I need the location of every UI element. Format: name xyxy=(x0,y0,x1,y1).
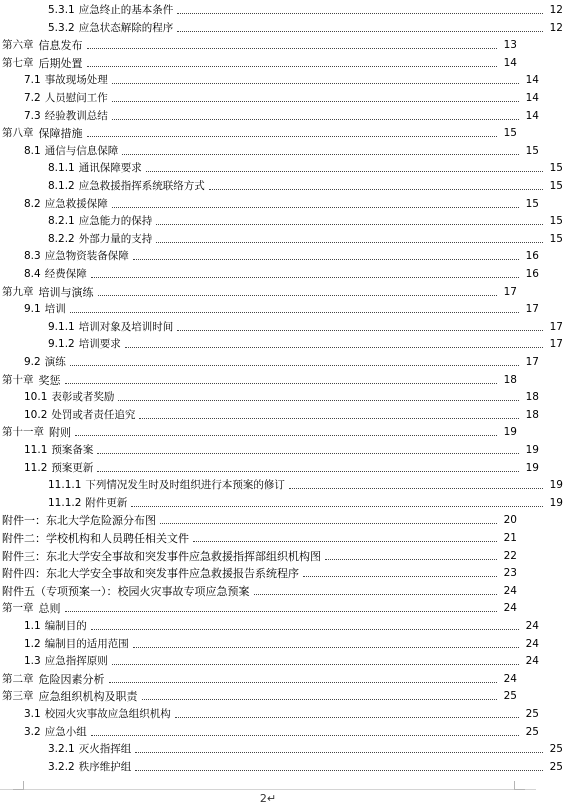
toc-entry-page: 12 xyxy=(549,21,563,34)
toc-dot-leader xyxy=(87,48,498,49)
toc-entry-title: 附件一：东北大学危险源分布图 xyxy=(2,514,156,528)
toc-entry-title: 外部力量的支持 xyxy=(78,232,153,245)
toc-entry[interactable] xyxy=(0,387,560,404)
toc-entry-page: 12 xyxy=(549,4,563,16)
toc-entry-number: 7.3 xyxy=(24,109,41,122)
toc-entry-page: 15 xyxy=(549,232,563,245)
toc-dot-leader xyxy=(75,435,497,436)
toc-entry[interactable] xyxy=(0,475,584,492)
toc-entry-title: 编制目的适用范围 xyxy=(44,637,129,650)
toc-entry-number: 3.2.1 xyxy=(48,743,75,756)
toc-entry-page: 24 xyxy=(525,620,539,632)
toc-entry-title: 通讯保障要求 xyxy=(78,162,142,175)
toc-entry-number: 10.1 xyxy=(24,391,48,404)
toc-entry[interactable] xyxy=(0,123,538,140)
toc-dot-leader xyxy=(70,365,519,366)
toc-entry[interactable] xyxy=(0,264,560,281)
toc-entry-number: 5.3.1 xyxy=(48,4,75,16)
toc-dot-leader xyxy=(87,66,498,67)
toc-entry-page: 16 xyxy=(525,250,539,263)
toc-dot-leader xyxy=(177,13,543,14)
toc-entry-page: 14 xyxy=(525,109,539,122)
toc-entry-number: 8.2.1 xyxy=(48,215,75,228)
toc-entry[interactable] xyxy=(0,440,560,457)
toc-entry[interactable] xyxy=(0,405,560,422)
toc-dot-leader xyxy=(289,488,543,489)
toc-entry[interactable] xyxy=(0,211,584,228)
toc-entry-page: 24 xyxy=(525,655,539,668)
toc-dot-leader xyxy=(112,664,519,665)
toc-dot-leader xyxy=(112,83,519,84)
toc-entry-title: 危险因素分析 xyxy=(38,672,105,686)
toc-entry[interactable] xyxy=(0,528,538,545)
toc-entry-page: 19 xyxy=(525,444,539,456)
toc-entry-page: 18 xyxy=(525,391,539,404)
toc-entry-number: 1.2 xyxy=(24,637,41,650)
toc-dot-leader xyxy=(97,453,519,454)
toc-dot-leader xyxy=(193,541,497,542)
toc-entry-page: 15 xyxy=(549,162,563,175)
toc-dot-leader xyxy=(142,699,498,700)
toc-entry[interactable] xyxy=(0,299,560,316)
toc-entry-page: 21 xyxy=(503,532,517,544)
toc-entry-page: 15 xyxy=(525,197,539,210)
toc-dot-leader xyxy=(135,770,543,771)
toc-entry[interactable] xyxy=(0,0,584,17)
toc-dot-leader xyxy=(70,312,519,313)
toc-entry-title: 应急状态解除的程序 xyxy=(78,21,174,34)
toc-entry[interactable] xyxy=(0,616,560,633)
toc-entry-title: 应急小组 xyxy=(44,725,87,738)
toc-entry[interactable] xyxy=(0,458,560,475)
toc-entry-page: 18 xyxy=(503,373,517,386)
toc-entry-number: 7.2 xyxy=(24,92,41,104)
toc-dot-leader xyxy=(91,629,519,630)
toc-entry-page: 14 xyxy=(525,92,539,104)
toc-entry[interactable] xyxy=(0,194,560,211)
toc-entry-page: 17 xyxy=(549,320,563,333)
toc-entry-title: 校园火灾事故应急组织机构 xyxy=(44,708,171,720)
page-number: 2↵ xyxy=(259,792,277,805)
toc-entry[interactable] xyxy=(0,757,584,774)
toc-entry-number: 第三章 xyxy=(2,690,34,703)
toc-entry-page: 24 xyxy=(525,637,539,650)
toc-entry-title: 应急物资装备保障 xyxy=(44,250,129,263)
toc-entry[interactable] xyxy=(0,493,584,510)
toc-entry-title: 事故现场处理 xyxy=(44,74,108,87)
toc-entry-number: 10.2 xyxy=(24,408,48,421)
toc-entry-number: 5.3.2 xyxy=(48,21,75,34)
toc-entry-title: 下列情况发生时及时组织进行本预案的修订 xyxy=(85,479,285,492)
toc-dot-leader xyxy=(133,647,519,648)
toc-entry[interactable] xyxy=(0,651,560,668)
crop-mark-left xyxy=(13,781,24,790)
toc-entry-number: 8.4 xyxy=(24,268,41,280)
toc-entry-page: 19 xyxy=(503,426,517,439)
toc-entry-title: 培训 xyxy=(44,303,66,316)
toc-entry-number: 11.2 xyxy=(24,461,48,474)
toc-entry-title: 经验教训总结 xyxy=(44,109,108,122)
toc-entry-page: 24 xyxy=(503,584,517,597)
toc-entry-page: 24 xyxy=(503,672,517,685)
toc-entry[interactable] xyxy=(0,510,538,527)
toc-dot-leader xyxy=(87,136,498,137)
toc-entry-number: 第八章 xyxy=(2,127,34,140)
toc-entry[interactable] xyxy=(0,53,538,70)
toc-entry[interactable] xyxy=(0,141,560,158)
toc-dot-leader xyxy=(109,682,498,683)
toc-entry-title: 灭火指挥组 xyxy=(78,743,132,756)
toc-dot-leader xyxy=(112,101,519,102)
toc-entry-page: 17 xyxy=(525,303,539,316)
toc-entry-number: 11.1.2 xyxy=(48,496,82,509)
toc-entry-page: 19 xyxy=(525,461,539,474)
toc-entry-title: 秩序维护组 xyxy=(78,760,132,773)
toc-entry-title: 经费保障 xyxy=(44,268,87,280)
toc-entry[interactable] xyxy=(0,722,560,739)
toc-entry[interactable] xyxy=(0,563,538,580)
toc-entry-page: 23 xyxy=(503,567,517,580)
toc-entry-number: 8.1.1 xyxy=(48,162,75,175)
toc-dot-leader xyxy=(97,471,519,472)
toc-entry-title: 附件五（专项预案一）：校园火灾事故专项应急预案 xyxy=(2,584,250,598)
toc-dot-leader xyxy=(160,523,497,524)
toc-entry-number: 第九章 xyxy=(2,285,34,298)
toc-dot-leader xyxy=(139,418,519,419)
toc-dot-leader xyxy=(254,594,498,595)
toc-entry-title: 奖惩 xyxy=(38,373,61,387)
toc-entry-page: 19 xyxy=(549,479,563,492)
toc-entry[interactable] xyxy=(0,334,584,351)
toc-entry[interactable] xyxy=(0,598,538,615)
toc-entry-page: 14 xyxy=(503,56,517,69)
toc-entry-title: 应急组织机构及职责 xyxy=(38,690,138,704)
toc-entry-title: 编制目的 xyxy=(44,620,87,632)
toc-entry-page: 15 xyxy=(525,144,539,157)
toc-dot-leader xyxy=(131,506,543,507)
toc-entry-page: 17 xyxy=(525,356,539,368)
toc-entry-page: 25 xyxy=(503,690,517,703)
toc-dot-leader xyxy=(112,207,519,208)
toc-entry-page: 25 xyxy=(525,725,539,738)
toc-entry-title: 人员慰问工作 xyxy=(44,92,108,104)
toc-entry-title: 后期处置 xyxy=(38,56,83,70)
toc-entry[interactable] xyxy=(0,370,538,387)
toc-entry[interactable] xyxy=(0,176,584,193)
toc-entry-title: 附件三：东北大学安全事故和突发事件应急救援指挥部组织机构图 xyxy=(2,549,321,563)
toc-entry-page: 25 xyxy=(549,743,563,756)
toc-dot-leader xyxy=(91,735,519,736)
toc-entry[interactable] xyxy=(0,35,538,52)
toc-entry-number: 第六章 xyxy=(2,39,34,52)
toc-entry-number: 3.1 xyxy=(24,708,41,720)
toc-entry-number: 8.1.2 xyxy=(48,180,75,192)
toc-entry-number: 11.1 xyxy=(24,444,48,456)
toc-entry-title: 处罚或者责任追究 xyxy=(51,408,136,421)
toc-entry-number: 9.1.2 xyxy=(48,338,75,351)
toc-entry[interactable] xyxy=(0,581,538,598)
toc-entry-page: 15 xyxy=(549,215,563,228)
toc-entry-number: 3.2 xyxy=(24,725,41,738)
toc-entry-number: 9.2 xyxy=(24,356,41,368)
toc-dot-leader xyxy=(156,224,543,225)
toc-entry-page: 17 xyxy=(549,338,563,351)
toc-entry-page: 16 xyxy=(525,268,539,280)
toc-entry-page: 25 xyxy=(549,760,563,773)
toc-entry-title: 应急救援保障 xyxy=(44,197,108,210)
toc-entry-number: 第七章 xyxy=(2,56,34,69)
toc-dot-leader xyxy=(133,259,519,260)
toc-entry-title: 通信与信息保障 xyxy=(44,144,119,157)
toc-entry[interactable] xyxy=(0,158,584,175)
toc-dot-leader xyxy=(209,189,543,190)
toc-entry[interactable] xyxy=(0,246,560,263)
toc-entry-page: 24 xyxy=(503,602,517,615)
toc-entry[interactable] xyxy=(0,229,584,246)
toc-dot-leader xyxy=(156,242,543,243)
toc-entry-title: 培训对象及培训时间 xyxy=(78,320,174,333)
page-footer xyxy=(0,789,536,811)
toc-entry[interactable] xyxy=(0,106,560,123)
toc-entry-title: 表彰或者奖励 xyxy=(51,391,115,404)
toc-dot-leader xyxy=(98,295,498,296)
toc-entry-title: 附则 xyxy=(49,426,71,440)
toc-dot-leader xyxy=(112,119,519,120)
toc-entry[interactable] xyxy=(0,669,538,686)
toc-entry-page: 15 xyxy=(503,127,517,140)
toc-entry[interactable] xyxy=(0,282,538,299)
toc-entry-page: 20 xyxy=(503,514,517,527)
toc-dot-leader xyxy=(303,576,497,577)
toc-entry-page: 18 xyxy=(525,408,539,421)
toc-entry[interactable] xyxy=(0,546,538,563)
toc-entry-page: 17 xyxy=(503,285,517,298)
toc-dot-leader xyxy=(125,347,543,348)
toc-entry-page: 22 xyxy=(503,549,517,562)
toc-entry-number: 9.1.1 xyxy=(48,320,75,333)
toc-entry[interactable] xyxy=(0,88,560,105)
toc-dot-leader xyxy=(146,171,543,172)
toc-entry-number: 1.1 xyxy=(24,620,41,632)
toc-entry-page: 19 xyxy=(549,496,563,509)
toc-dot-leader xyxy=(135,752,543,753)
toc-entry-title: 预案更新 xyxy=(51,461,94,474)
toc-dot-leader xyxy=(177,330,543,331)
toc-entry-number: 8.3 xyxy=(24,250,41,263)
toc-entry-number: 8.2 xyxy=(24,197,41,210)
toc-entry[interactable] xyxy=(0,739,584,756)
toc-entry-title: 应急终止的基本条件 xyxy=(78,4,174,16)
toc-dot-leader xyxy=(325,559,497,560)
toc-entry-page: 14 xyxy=(525,74,539,87)
toc-entry-page: 15 xyxy=(549,180,563,192)
toc-entry-title: 附件二：学校机构和人员聘任相关文件 xyxy=(2,532,189,545)
toc-entry-title: 信息发布 xyxy=(38,39,83,53)
toc-entry[interactable] xyxy=(0,422,538,439)
toc-entry-page: 25 xyxy=(525,708,539,720)
toc-entry[interactable] xyxy=(0,317,584,334)
toc-entry-title: 应急指挥原则 xyxy=(44,655,108,668)
toc-entry-page: 13 xyxy=(503,39,517,52)
toc-entry-title: 总则 xyxy=(38,602,61,616)
toc-entry[interactable] xyxy=(0,18,584,35)
toc-entry-title: 预案备案 xyxy=(51,444,94,456)
toc-dot-leader xyxy=(122,154,519,155)
toc-entry-title: 保障措施 xyxy=(38,127,83,141)
toc-entry-number: 第十章 xyxy=(2,373,34,386)
toc-dot-leader xyxy=(65,611,498,612)
toc-dot-leader xyxy=(118,400,519,401)
toc-dot-leader xyxy=(175,717,519,718)
toc-entry-title: 演练 xyxy=(44,356,66,368)
crop-mark-right xyxy=(514,781,525,790)
toc-entry-title: 应急能力的保持 xyxy=(78,215,153,228)
toc-dot-leader xyxy=(91,277,519,278)
toc-entry-title: 培训要求 xyxy=(78,338,121,351)
toc-entry-number: 8.1 xyxy=(24,144,41,157)
toc-entry-title: 附件四：东北大学安全事故和突发事件应急救援报告系统程序 xyxy=(2,567,299,581)
toc-entry-number: 第二章 xyxy=(2,672,34,685)
toc-dot-leader xyxy=(65,383,498,384)
toc-entry-number: 第十一章 xyxy=(2,426,44,439)
toc-entry-number: 第一章 xyxy=(2,602,34,615)
toc-entry[interactable] xyxy=(0,634,560,651)
footer-divider xyxy=(0,789,536,790)
toc-entry-number: 8.2.2 xyxy=(48,232,75,245)
toc-entry[interactable] xyxy=(0,352,560,369)
toc-entry-title: 应急救援指挥系统联络方式 xyxy=(78,180,205,192)
toc-entry-number: 3.2.2 xyxy=(48,760,75,773)
toc-entry[interactable] xyxy=(0,704,560,721)
toc-entry-number: 7.1 xyxy=(24,74,41,87)
toc-dot-leader xyxy=(177,31,543,32)
toc-entry-number: 9.1 xyxy=(24,303,41,316)
toc-entry-number: 1.3 xyxy=(24,655,41,668)
toc-entry[interactable] xyxy=(0,686,538,703)
toc-entry-title: 附件更新 xyxy=(85,496,128,509)
toc-entry-title: 培训与演练 xyxy=(38,285,94,299)
toc-entry-number: 11.1.1 xyxy=(48,479,82,492)
toc-entry[interactable] xyxy=(0,70,560,87)
